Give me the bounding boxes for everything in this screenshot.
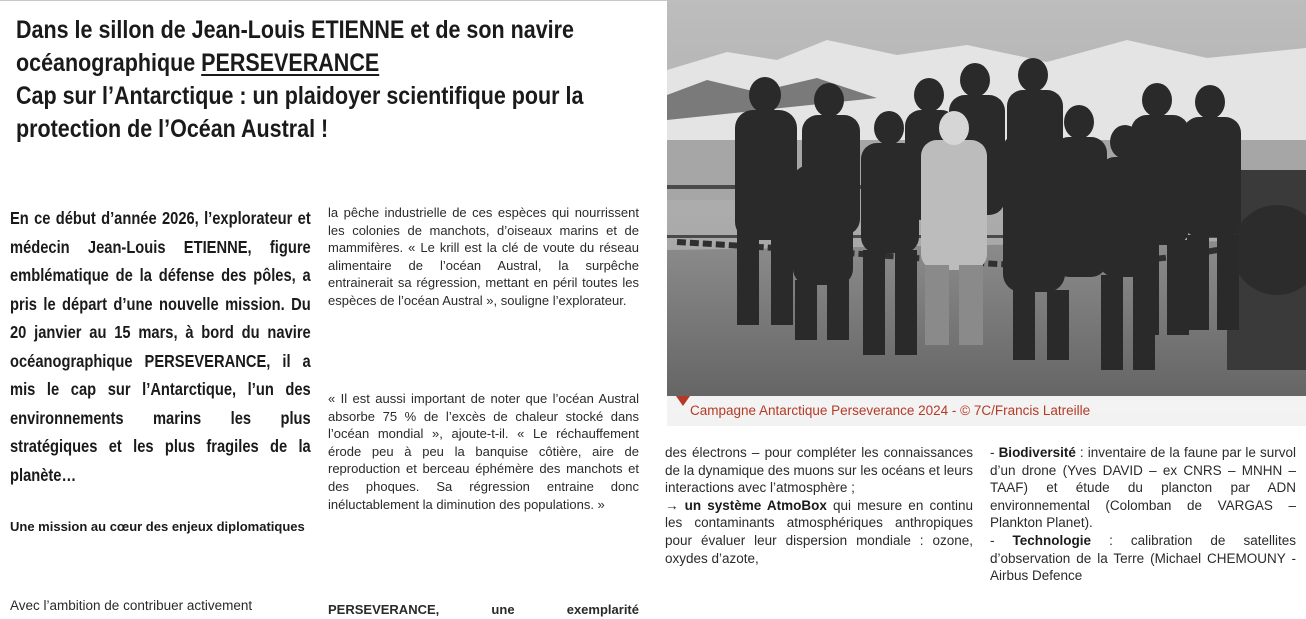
column-4-paragraph-2 [990, 532, 1296, 585]
atmobox-description: qui mesure en continu les contaminants atmosphériques anthropiques pour évaluer leur dispersion mondiale : ozone, oxydes d’azote, [665, 497, 973, 566]
crew-photo-illustration [667, 0, 1306, 426]
lead-paragraph: En ce début d’année 2026, l’explorateur et médecin Jean-Louis ETIENNE, figure emblématique de la défense des pôles, a pris le départ d’une nouvelle mission. Du 20 janvier au 15 mars, à bord du navire océanographique PERSEVERANCE, il a mis le cap sur l’Antarctique, l’un des environnements marins les plus stratégiques et les plus fragiles de la planète… [10, 208, 311, 485]
column-4-paragraph-1 [990, 444, 1296, 532]
column-3 [665, 444, 973, 567]
column-4 [990, 444, 1296, 585]
biodiversite-description: : inventaire de la faune par le survol d’un drone (Yves DAVID – ex CNRS – MNHN – TAAF) et étude du plancton par ADN environnemental (Colomban de VARGAS – Plankton Planet). [990, 445, 1296, 531]
technologie-description: : calibration de satellites d’observation de la Terre (Michael CHEMOUNY - Airbus Defence [990, 532, 1296, 584]
headline-ship-name: PERSEVERANCE [201, 49, 380, 77]
bullet-dash: - [990, 532, 1013, 548]
column-3-paragraph-1: des électrons – pour compléter les connaissances de la dynamique des muons sur les océans et leurs interactions avec l’atmosphère ; [665, 445, 973, 496]
column-2-paragraph-2: « Il est aussi important de noter que l’océan Austral absorbe 75 % de l’excès de chaleur stocké dans l’océan mondial », ajoute-t-il. « Le réchauffement érode peu à peu la banquise côtière, aire de reproduction et berceau éphémère des manchots et des phoques. Sa régression entraine donc inéluctablement la diminution des populations. » [328, 391, 639, 512]
section-subhead: Une mission au cœur des enjeux diplomatiques [10, 519, 305, 534]
column-3-paragraph-2 [665, 497, 973, 567]
expedition-photo [667, 0, 1306, 426]
column-2-heading: PERSEVERANCE, une exemplarité [328, 602, 639, 617]
headline-line-1: Dans le sillon de Jean-Louis ETIENNE et de son navire océanographique [16, 16, 574, 77]
bullet-dash: - [990, 445, 999, 460]
caption-marker-icon [676, 396, 690, 406]
section-body-start: Avec l’ambition de contribuer activement [10, 598, 253, 613]
column-2-paragraph-1: la pêche industrielle de ces espèces qui nourrissent les colonies de manchots, d’oiseaux marins et de mammifères. « Le krill est la clé de voute du réseau alimentaire de l’océan Austral, la surpêche entrainerait sa régression, mettant en péril toutes les espèces de l’océan Austral », souligne l’explorateur. [328, 205, 639, 308]
headline-line-2: Cap sur l’Antarctique : un plaidoyer scientifique pour la protection de l’Océan Austral ! [16, 82, 584, 143]
technologie-term: Technologie [1012, 532, 1092, 548]
biodiversite-term: Biodiversité [998, 445, 1076, 460]
article-headline [16, 14, 584, 146]
atmobox-term: un système AtmoBox [684, 497, 827, 513]
arrow-glyph: → [665, 497, 679, 513]
photo-caption: Campagne Antarctique Perseverance 2024 - © 7C/Francis Latreille [690, 403, 1091, 418]
